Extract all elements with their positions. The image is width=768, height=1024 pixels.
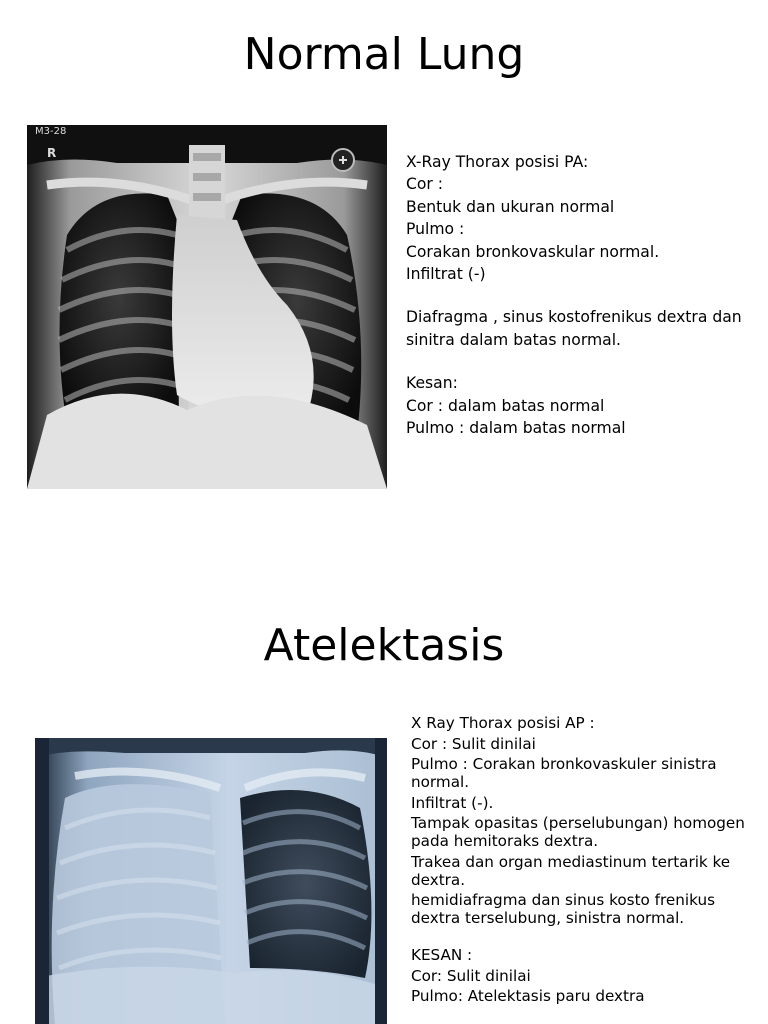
medical-logo-icon bbox=[332, 149, 354, 171]
report-line: Cor : bbox=[406, 175, 444, 194]
report-line: Pulmo : bbox=[406, 220, 465, 239]
report-line: hemidiafragma dan sinus kosto frenikus dextra terselubung, sinistra normal. bbox=[411, 891, 720, 927]
report-line: Infiltrat (-) bbox=[406, 265, 486, 284]
report-line: Cor : dalam batas normal bbox=[406, 396, 605, 415]
report-line: Bentuk dan ukuran normal bbox=[406, 197, 615, 216]
report-line: X-Ray Thorax posisi PA: bbox=[406, 153, 589, 171]
xray-side-marker: R bbox=[47, 146, 57, 160]
xray-marker-label: M3-28 bbox=[35, 126, 67, 137]
report-line: Corakan bronkovaskular normal. bbox=[406, 242, 660, 261]
atelektasis-xray-image bbox=[35, 738, 387, 1024]
report-line bbox=[406, 285, 756, 306]
report-line bbox=[411, 930, 756, 944]
report-line: Cor : Sulit dinilai bbox=[411, 734, 536, 753]
report-line: KESAN : bbox=[411, 946, 473, 964]
report-line: Infiltrat (-). bbox=[411, 793, 494, 812]
report-line: Cor: Sulit dinilai bbox=[411, 966, 531, 985]
atelektasis-title: Atelektasis bbox=[263, 620, 505, 671]
report-line: Pulmo : dalam batas normal bbox=[406, 419, 626, 438]
report-line: Diafragma , sinus kostofrenikus dextra dan sinitra dalam batas normal. bbox=[406, 308, 747, 349]
report-line: X Ray Thorax posisi AP : bbox=[411, 714, 595, 732]
report-line: Pulmo : Corakan bronkovaskuler sinistra normal. bbox=[411, 755, 722, 791]
report-line: Pulmo: Atelektasis paru dextra bbox=[411, 987, 645, 1005]
report-line: Kesan: bbox=[406, 374, 458, 393]
report-line: Trakea dan organ mediastinum tertarik ke dextra. bbox=[411, 852, 735, 889]
report-line bbox=[406, 351, 756, 372]
normal-lung-title: Normal Lung bbox=[243, 29, 525, 80]
normal-lung-xray-image bbox=[27, 125, 387, 489]
atelektasis-report bbox=[411, 714, 756, 1008]
report-line: Tampak opasitas (perselubungan) homogen pada hemitoraks dextra. bbox=[411, 814, 750, 850]
normal-lung-report bbox=[406, 151, 756, 439]
